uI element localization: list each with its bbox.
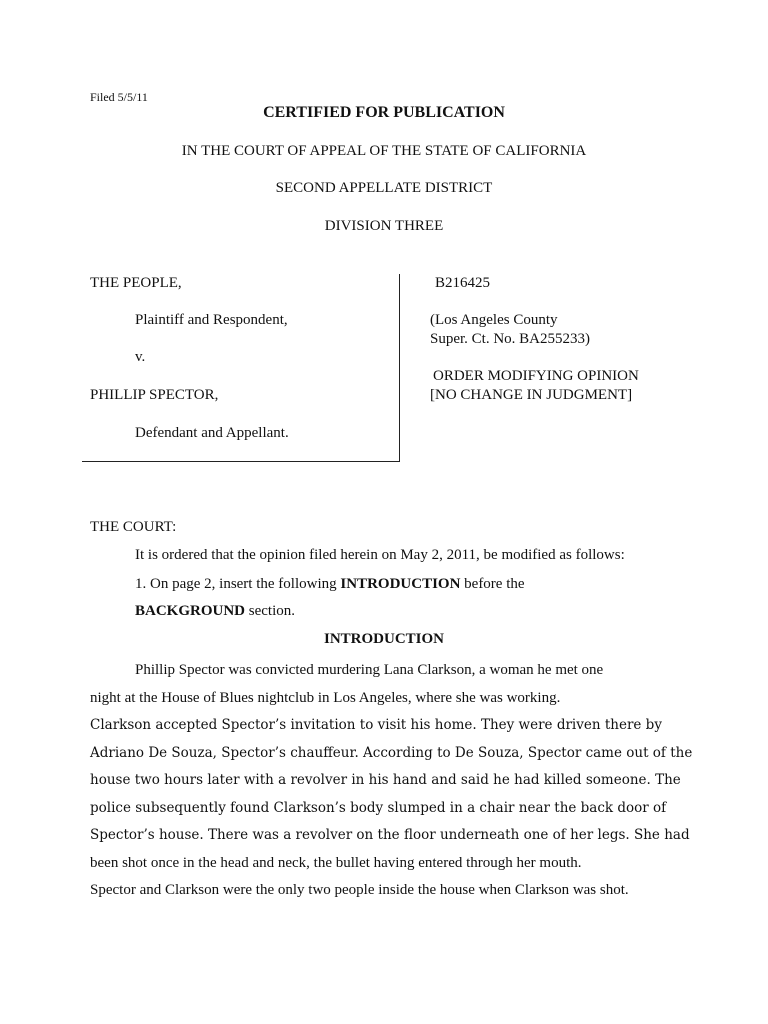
paragraph-line: Spector and Clarkson were the only two people inside the house when Clarkson was shot. — [90, 882, 629, 898]
item1-bold: INTRODUCTION — [340, 576, 461, 592]
caption-divider-vertical — [399, 274, 400, 462]
division-name: DIVISION THREE — [324, 218, 444, 234]
modification-item-1 — [135, 576, 525, 593]
caption-versus: v. — [135, 349, 146, 365]
order-title-line-1: ORDER MODIFYING OPINION — [433, 368, 639, 384]
caption-defendant-name: PHILLIP SPECTOR, — [90, 387, 219, 403]
filed-date: Filed 5/5/11 — [90, 90, 148, 104]
paragraph-line: police subsequently found Clarkson’s body slumped in a chair near the back door of — [90, 799, 667, 816]
paragraph-line: Spector’s house. There was a revolver on the floor underneath one of her legs. She had — [90, 827, 690, 843]
introduction-heading: INTRODUCTION — [323, 631, 444, 647]
case-number: B216425 — [435, 275, 491, 291]
caption-plaintiff-name: THE PEOPLE, — [90, 275, 182, 291]
order-title-line-2: [NO CHANGE IN JUDGMENT] — [430, 387, 633, 403]
court-name: IN THE COURT OF APPEAL OF THE STATE OF CALIFORNIA — [181, 143, 587, 159]
item1-prefix: 1. On page 2, insert the following — [135, 576, 341, 592]
item1-suffix: before the — [460, 576, 525, 592]
paragraph-line: night at the House of Blues nightclub in Los Angeles, where she was working. — [90, 689, 561, 706]
the-court-label: THE COURT: — [90, 519, 177, 535]
paragraph-line: been shot once in the head and neck, the bullet having entered through her mouth. — [90, 854, 582, 871]
introduction-paragraph — [90, 657, 693, 905]
modification-item-1-continued — [135, 603, 295, 620]
caption-defendant-role: Defendant and Appellant. — [135, 425, 289, 441]
paragraph-line: house two hours later with a revolver in his hand and said he had killed someone. The — [90, 772, 681, 788]
county-line-1: (Los Angeles County — [430, 312, 558, 328]
paragraph-line: Phillip Spector was convicted murdering Lana Clarkson, a woman he met one — [135, 662, 604, 678]
paragraph-line: Clarkson accepted Spector’s invitation to visit his home. They were driven there by — [90, 717, 662, 733]
order-statement: It is ordered that the opinion filed herein on May 2, 2011, be modified as follows: — [135, 547, 625, 563]
paragraph-line: Adriano De Souza, Spector’s chauffeur. According to De Souza, Spector came out of the — [90, 744, 693, 761]
item1b-suffix: section. — [245, 603, 296, 619]
caption-plaintiff-role: Plaintiff and Respondent, — [135, 312, 288, 328]
county-line-2: Super. Ct. No. BA255233) — [430, 331, 591, 347]
certified-heading: CERTIFIED FOR PUBLICATION — [263, 104, 505, 121]
district-name: SECOND APPELLATE DISTRICT — [275, 180, 493, 196]
item1b-bold: BACKGROUND — [135, 603, 246, 619]
caption-divider-horizontal — [82, 461, 400, 462]
